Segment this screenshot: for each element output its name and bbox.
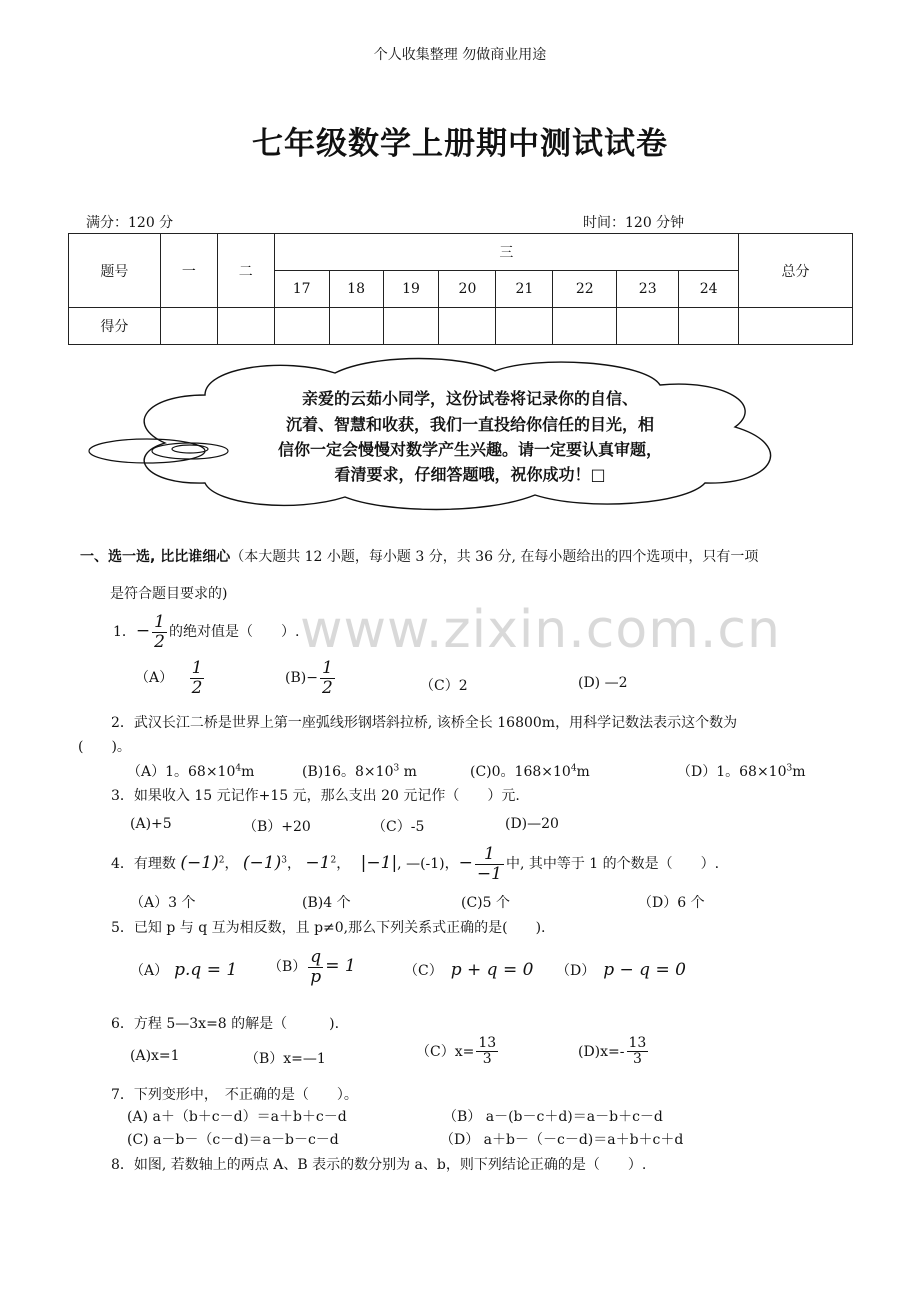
option-text: (C)0。168×10 (470, 764, 571, 780)
section-note: （本大题共 12 小题，每小题 3 分，共 36 分, 在每小题给出的四个选项中，只有一项 (230, 549, 759, 565)
math-term: , —(-1)， (397, 856, 459, 873)
page-title: 七年级数学上册期中测试试卷 (252, 126, 668, 162)
sub-col-header: 18 (329, 271, 383, 308)
score-row-label: 得分 (69, 308, 161, 345)
fraction (320, 659, 335, 697)
math-minus: − (135, 621, 151, 642)
option-d[interactable] (578, 1036, 650, 1068)
fraction (190, 659, 205, 697)
sub-col-header: 21 (496, 271, 553, 308)
option-b[interactable]: （B） a－(b－c＋d)＝a－b＋c－d (443, 1109, 663, 1125)
math-expression: p − q = 0 (603, 960, 686, 980)
denominator: 2 (321, 677, 333, 698)
fraction (152, 613, 167, 651)
score-cell[interactable] (217, 308, 274, 345)
numerator: 13 (628, 1035, 647, 1051)
option-d[interactable]: (D) —2 (578, 675, 628, 691)
math-term: (−1) (180, 853, 219, 874)
option-b[interactable]: (B)4 个 (302, 895, 351, 911)
score-cell[interactable] (160, 308, 217, 345)
option-label: （D） (556, 963, 596, 979)
numerator: 1 (321, 658, 333, 678)
option-text: （A）1。68×10 (127, 764, 236, 780)
unit: m (241, 764, 255, 780)
total-header: 总分 (739, 234, 853, 308)
question-text: 中, 其中等于 1 的个数是（ ）. (505, 856, 720, 873)
unit: m (576, 764, 590, 780)
section-heading (80, 546, 758, 566)
denominator: 3 (632, 1051, 642, 1068)
option-label: （C） (404, 963, 443, 979)
option-b[interactable] (268, 948, 356, 986)
score-cell[interactable] (617, 308, 679, 345)
sub-col-header: 17 (274, 271, 329, 308)
score-cell[interactable] (496, 308, 553, 345)
option-text: （D）1。68×10 (677, 764, 787, 780)
section-note-2: 是符合题目要求的) (110, 586, 228, 602)
question-2-cont: ( )。 (78, 739, 131, 755)
sub-col-header: 19 (383, 271, 439, 308)
denominator: 2 (191, 677, 203, 698)
cloud-text-line: 亲爱的云茹小同学，这份试卷将记录你的自信、 (301, 389, 638, 408)
sub-col-header: 24 (679, 271, 739, 308)
score-cell[interactable] (383, 308, 439, 345)
exam-time: 时间：120 分钟 (583, 215, 685, 231)
option-label: （C）x= (416, 1043, 475, 1060)
option-c[interactable] (416, 1036, 500, 1068)
question-1 (113, 613, 299, 651)
exponent: 3 (393, 763, 400, 774)
cloud-text-line: 沉着、智慧和收获，我们一直投给你信任的目光，相 (285, 415, 654, 434)
score-cell[interactable] (439, 308, 496, 345)
option-b[interactable] (285, 659, 337, 697)
question-number: 1． (113, 624, 136, 641)
question-3: 3．如果收入 15 元记作+15 元，那么支出 20 元记作（ ）元. (111, 788, 520, 804)
option-c[interactable] (470, 761, 590, 781)
math-term: −1 (305, 853, 331, 874)
denominator: 2 (154, 631, 165, 652)
option-d[interactable]: （D） a＋b－（－c－d)＝a＋b＋c＋d (440, 1132, 684, 1148)
question-text: 4．有理数 (111, 856, 176, 873)
exponent: 3 (281, 855, 287, 866)
col-header-1: 一 (160, 234, 217, 308)
exponent: 3 (786, 763, 793, 774)
question-8: 8．如图, 若数轴上的两点 A、B 表示的数分别为 a、b，则下列结论正确的是（ ）. (111, 1157, 647, 1173)
cloud-text-line: 看清要求，仔细答题哦，祝你成功！□ (334, 465, 606, 484)
denominator: 3 (482, 1051, 492, 1068)
option-label: (B)− (285, 670, 318, 687)
option-a[interactable]: (A)x=1 (130, 1048, 180, 1064)
option-b[interactable]: （B）x=—1 (245, 1051, 326, 1067)
numerator: 13 (478, 1035, 497, 1051)
exponent: 2 (330, 855, 337, 866)
unit: m (399, 764, 417, 780)
option-b[interactable]: （B）+20 (243, 819, 311, 835)
score-cell[interactable] (739, 308, 853, 345)
score-cell[interactable] (329, 308, 383, 345)
denominator: p (310, 966, 322, 987)
cloud-bubble-icon (85, 355, 805, 515)
option-a[interactable]: (A)+5 (130, 816, 172, 832)
option-c[interactable] (404, 960, 533, 980)
question-2: 2．武汉长江二桥是世界上第一座弧线形钢塔斜拉桥, 该桥全长 16800m，用科学记数法表示这个数为 (111, 715, 738, 731)
option-a[interactable]: (A) a＋（b＋c－d）＝a＋b＋c－d (127, 1109, 347, 1125)
cloud-text-line: 信你一定会慢慢对数学产生兴趣。请一定要认真审题， (277, 440, 662, 459)
exponent: 4 (570, 763, 577, 774)
option-label: （A） (130, 963, 169, 979)
numerator: 1 (154, 612, 165, 632)
full-marks: 满分：120 分 (86, 215, 174, 231)
option-d[interactable]: (D)—20 (505, 816, 559, 832)
math-expression: = 1 (325, 956, 356, 977)
fraction (476, 1036, 498, 1068)
option-a[interactable] (130, 960, 237, 980)
sub-col-header: 22 (553, 271, 617, 308)
option-a[interactable] (135, 659, 206, 697)
option-a[interactable] (127, 761, 254, 781)
math-term: |−1| (360, 853, 398, 874)
col-header-2: 二 (217, 234, 274, 308)
math-expression: p + q = 0 (450, 960, 534, 980)
score-table (68, 233, 853, 345)
section-title: 一、选一选, 比比谁细心 (80, 549, 231, 565)
row-header-label: 题号 (69, 234, 161, 308)
question-4: 4．有理数 $(-1)^2$， $(-1)^3$， $-1^2$， |−1|, —(-1)，− $\frac{1}{-1}$ 中, 其中等于 1 的个数是（ ）. (111, 844, 720, 884)
math-minus: − (458, 853, 473, 874)
question-text: 的绝对值是（ ）. (169, 624, 300, 641)
math-term: (−1) (242, 853, 282, 874)
option-d[interactable] (677, 761, 806, 781)
sub-col-header: 20 (439, 271, 496, 308)
exponent: 4 (235, 763, 242, 774)
denominator: −1 (476, 863, 502, 884)
numerator: 1 (191, 658, 203, 678)
option-c[interactable]: （C）2 (420, 678, 468, 694)
option-b[interactable] (302, 761, 417, 781)
question-6: 6．方程 5—3x=8 的解是（ ). (111, 1016, 340, 1032)
question-7: 7．下列变形中， 不正确的是（ ）。 (111, 1087, 358, 1103)
option-text: (B)16。8×10 (302, 764, 394, 780)
option-c[interactable]: (C)5 个 (461, 895, 510, 911)
option-label: （A） (135, 670, 174, 687)
numerator: q (310, 947, 322, 967)
option-d[interactable]: （D）6 个 (638, 895, 705, 911)
option-c[interactable]: （C）-5 (372, 819, 425, 835)
page-header: 个人收集整理 勿做商业用途 (373, 47, 547, 63)
question-5: 5．已知 p 与 q 互为相反数，且 p≠0,那么下列关系式正确的是( ). (111, 920, 546, 936)
score-cell[interactable] (274, 308, 329, 345)
numerator: 1 (475, 845, 504, 865)
sub-col-header: 23 (617, 271, 679, 308)
math-expression: p.q = 1 (174, 960, 238, 980)
option-c[interactable]: (C) a－b－（c－d)＝a－b－c－d (127, 1132, 339, 1148)
unit: m (792, 764, 806, 780)
watermark: www.zixin.com.cn (300, 600, 781, 660)
option-label: （B） (268, 959, 307, 976)
col-header-3: 三 (274, 234, 738, 271)
option-a[interactable]: （A）3 个 (130, 895, 196, 911)
option-label: (D)x=- (578, 1043, 625, 1060)
score-cell[interactable] (553, 308, 617, 345)
fraction (475, 845, 504, 883)
option-d[interactable] (556, 960, 686, 980)
exponent: 2 (218, 855, 225, 866)
score-cell[interactable] (679, 308, 739, 345)
fraction (308, 948, 323, 986)
fraction (627, 1036, 649, 1068)
